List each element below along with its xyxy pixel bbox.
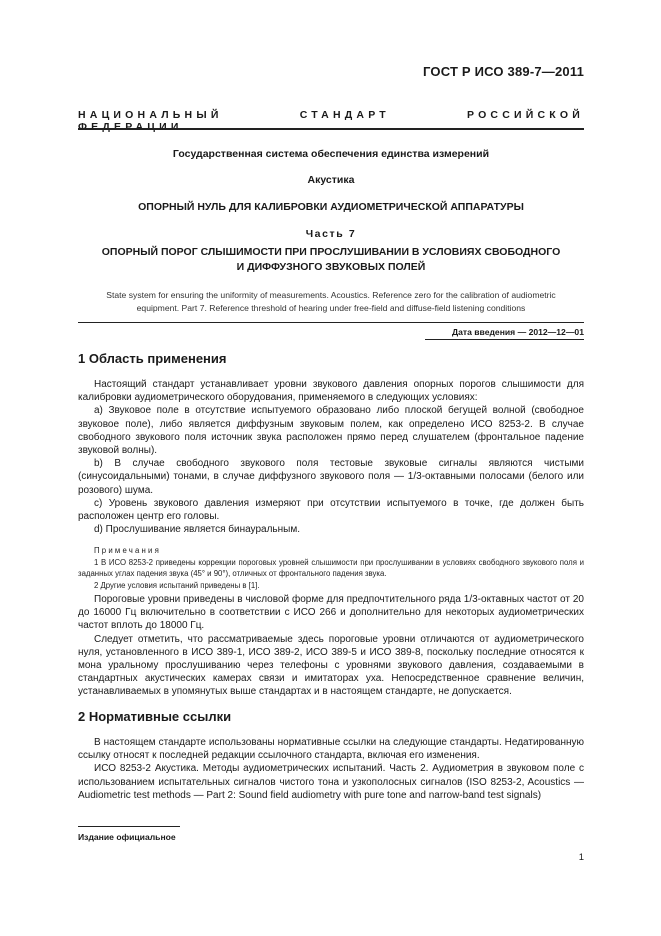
acoustics-title: Акустика [307,174,355,186]
list-item-d: d) Прослушивание является бинауральным. [94,524,300,536]
date-rule [425,339,584,340]
introduction-date: Дата введения — 2012—12—01 [451,327,584,337]
section-2-body [78,736,584,802]
notes-title: Примечания [94,546,162,555]
main-title: ОПОРНЫЙ НУЛЬ ДЛЯ КАЛИБРОВКИ АУДИОМЕТРИЧЕСКОЙ АППАРАТУРЫ [138,201,524,213]
paragraph: Пороговые уровни приведены в числовой форме для предпочтительного ряда 1/3-октавных частот от 20 до 16000 Гц включительно в соответствии с ИСО 266 и дополнительно для некоторых аудиометрических частот вплоть до 18000 Гц. [78,594,584,632]
list-item-a: a) Звуковое поле в отсутствие испытуемого образовано либо плоской бегущей волной (свободное звуковое поле), либо является диффузным звуковым полем, как определено ИСО 8253-2. В случае свободного звукового поля источник звука расположен прямо перед слушателем (фронтальное падение звуковой волны). [78,405,584,457]
section-1-heading: 1 Область применения [78,351,227,366]
section-1-body-continued [78,593,584,699]
note-2: 2 Другие условия испытаний приведены в [1]. [94,580,260,590]
subtitle-line-2: И ДИФФУЗНОГО ЗВУКОВЫХ ПОЛЕЙ [236,261,426,273]
section-1-body [78,378,584,536]
edition-label: Издание официальное [78,832,176,842]
paragraph: Настоящий стандарт устанавливает уровни звукового давления опорных порогов слышимости для калибровки аудиометрического оборудования, применяемого в следующих условиях: [78,379,584,404]
paragraph: Следует отметить, что рассматриваемые здесь пороговые уровни отличаются от аудиометрического нуля, установленного в ИСО 389-1, ИСО 389-2, ИСО 389-5 и ИСО 389-8, поскольку последние относятся к мона уральному прослушиванию через телефоны с уровнями звукового давления, создаваемыми в стандартных акустических камерах связи и имитаторах уха. Непосредственное сравнение величин, устанавливаемых в упомянутых выше стандартах и в настоящем стандарте, не допускается. [78,633,584,698]
part-label: Часть 7 [305,228,357,240]
header-rule [78,128,584,130]
footer-rule [78,826,180,827]
reference-item: ИСО 8253-2 Акустика. Методы аудиометрических испытаний. Часть 2. Аудиометрия в звуковом поле с использованием испытательных сигналов чистого тона и узкополосных сигналов (ISO 8253-2, Acoustics — Audiometric test methods — Part 2: Sound field audiometry with pure tone and narrow-band test signals) [78,763,584,801]
standard-number: ГОСТ Р ИСО 389-7—2011 [423,64,584,79]
system-title: Государственная система обеспечения единства измерений [172,148,490,160]
subtitle-line-1: ОПОРНЫЙ ПОРОГ СЛЫШИМОСТИ ПРИ ПРОСЛУШИВАНИИ В УСЛОВИЯХ СВОБОДНОГО [101,246,561,258]
english-title-line-2: equipment. Part 7. Reference threshold of hearing under free-field and diffuse-field listening conditions [136,303,526,313]
list-item-b: b) В случае свободного звукового поля тестовые звуковые сигналы являются чистыми (синусоидальными) тонами, в случае диффузного звукового поля — 1/3-октавными полосами (белого или розового) шума. [78,458,584,496]
page-number: 1 [578,852,584,863]
list-item-c: c) Уровень звукового давления измеряют при отсутствии испытуемого в точке, где должен быть расположен центр его головы. [78,497,584,523]
section-2-heading: 2 Нормативные ссылки [78,709,232,724]
title-rule [78,322,584,323]
notes-block [78,545,584,591]
paragraph: В настоящем стандарте использованы нормативные ссылки на следующие стандарты. Недатированную ссылку относят к последней редакции ссылочного стандарта, включая его изменения. [78,737,584,762]
english-title-line-1: State system for ensuring the uniformity of measurements. Acoustics. Reference zero for the calibration of audiometric [106,290,556,300]
english-title [78,289,584,315]
national-standard-banner: НАЦИОНАЛЬНЫЙ СТАНДАРТ РОССИЙСКОЙ ФЕДЕРАЦИИ [78,109,584,133]
note-1: 1 В ИСО 8253-2 приведены коррекции пороговых уровней слышимости при прослушивании в условиях свободного звукового поля и заданных углах падения звука (45° и 90°), отличных от фронтального падения звука. [78,557,584,578]
subtitle [78,245,584,275]
